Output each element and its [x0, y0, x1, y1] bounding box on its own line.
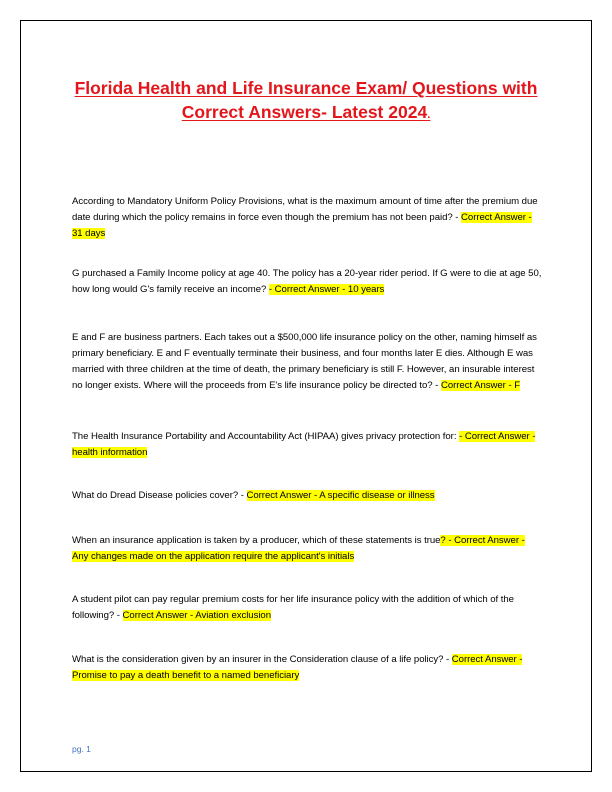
answer-highlight: Correct Answer - Aviation exclusion: [122, 610, 271, 621]
qa-item-8: [72, 652, 542, 684]
qa-item-6: [72, 533, 542, 565]
question-text: The Health Insurance Portability and Accountability Act (HIPAA) gives privacy protection for:: [72, 431, 460, 442]
question-text: According to Mandatory Uniform Policy Provisions, what is the maximum amount of time after the premium due date during which the policy remains in force even though the premium has not been paid? -: [72, 196, 538, 223]
question-text: What is the consideration given by an insurer in the Consideration clause of a life policy? -: [72, 654, 452, 665]
answer-highlight: ? - Correct Answer - Any changes made on the application require the applicant's initials: [72, 535, 525, 562]
answer-highlight: Correct Answer - 31 days: [72, 212, 532, 239]
question-text: A student pilot can pay regular premium costs for her life insurance policy with the addition of which of the following? -: [72, 594, 514, 621]
qa-item-3: [72, 330, 542, 394]
qa-item-1: [72, 194, 542, 242]
title-text: Florida Health and Life Insurance Exam/ Questions with Correct Answers- Latest 2024: [74, 78, 538, 122]
question-text: What do Dread Disease policies cover? -: [72, 490, 247, 501]
answer-highlight: - Correct Answer - 10 years: [268, 284, 385, 295]
qa-item-7: [72, 592, 542, 624]
answer-highlight: Correct Answer - A specific disease or illness: [246, 490, 435, 501]
qa-item-4: [72, 429, 542, 461]
title-suffix: .: [427, 109, 431, 121]
answer-highlight: Correct Answer - F: [440, 380, 521, 391]
qa-item-2: [72, 266, 542, 298]
page-number: pg. 1: [72, 744, 91, 754]
question-text: When an insurance application is taken by a producer, which of these statements is true: [72, 535, 441, 546]
qa-item-5: [72, 488, 542, 504]
question-text: G purchased a Family Income policy at age 40. The policy has a 20-year rider period. If G were to die at age 50, how long would G's family receive an income?: [72, 268, 542, 295]
question-text: E and F are business partners. Each takes out a $500,000 life insurance policy on the other, naming himself as primary beneficiary. E and F eventually terminate their business, and four months later E dies. Although E was married with three children at the time of death, the primary beneficiary is still F. However, an insurable interest no longer exists. Where will the proceeds from E's life insurance policy be directed to? -: [72, 332, 537, 391]
answer-highlight: Correct Answer - Promise to pay a death benefit to a named beneficiary: [72, 654, 523, 681]
answer-highlight: - Correct Answer - health information: [72, 431, 536, 458]
document-title: [48, 76, 564, 127]
